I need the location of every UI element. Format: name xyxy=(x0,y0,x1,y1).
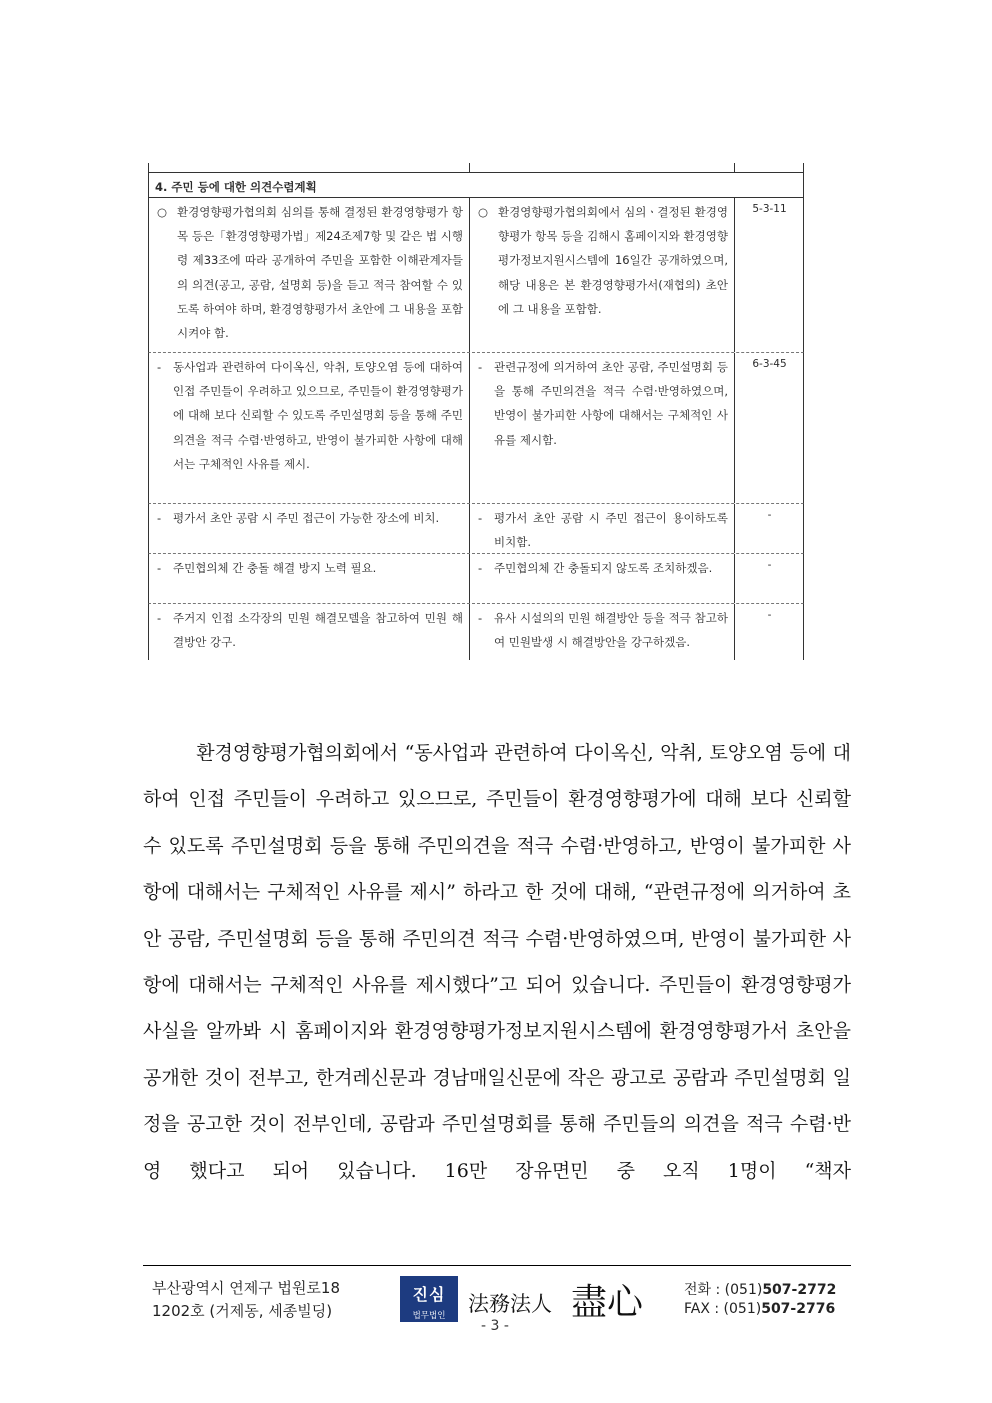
fax-number: 507-2776 xyxy=(761,1301,836,1317)
table-row xyxy=(148,604,804,660)
response-text: 주민협의체 간 충돌되지 않도록 조치하겠음. xyxy=(494,561,713,575)
body-paragraph: 환경영향평가협의회에서 “동사업과 관련하여 다이옥신, 악취, 토양오염 등에 대하여 인접 주민들이 우려하고 있으므로, 주민들이 환경영향평가에 대해 보다 신뢰할 수 있도록 주민설명회 등을 통해 주민의견을 적극 수렴·반영하고, 반영이 불가피한 사항에 대해서는 구체적인 사유를 제시” 하라고 한 것에 대해, “관련규정에 의거하여 초안 공람, 주민설명회 등을 통해 주민의견 적극 수렴·반영하였으며, 반영이 불가피한 사항에 대해서는 구체적인 사유를 제시했다”고 되어 있습니다. 주민들이 환경영향평가 사실을 알까봐 시 홈페이지와 환경영향평가정보지원시스템에 환경영향평가서 초안을 공개한 것이 전부고, 한겨레신문과 경남매일신문에 작은 광고로 공람과 주민설명회 일정을 공고한 것이 전부인데, 공람과 주민설명회를 통해 주민들의 의견을 적극 수렴·반영 했다고 되어 있습니다. 16만 장유면민 중 오직 1명이 “책자 xyxy=(143,742,851,1182)
dash-bullet: - xyxy=(478,611,483,625)
review-comment-cell xyxy=(149,554,470,603)
address-line-2: 1202호 (거제동, 세종빌딩) xyxy=(152,1302,333,1320)
response-text: 환경영향평가협의회에서 심의ㆍ결정된 환경영향평가 항목 등을 김해시 홈페이지와 환경영향평가정보지원시스템에 16일간 공개하였으며, 해당 내용은 본 환경영향평가서(재협의) 초안에 그 내용을 포함함. xyxy=(498,205,728,316)
fax xyxy=(684,1301,835,1317)
dash-bullet: - xyxy=(157,611,162,625)
dash-bullet: - xyxy=(478,561,483,575)
body-text xyxy=(143,730,851,1194)
phone-label: 전화 : (051) xyxy=(684,1282,763,1298)
firm-name: 法務法人 xyxy=(468,1292,552,1316)
response-text: 유사 시설의의 민원 해결방안 등을 적극 참고하여 민원발생 시 해결방안을 강구하겠음. xyxy=(494,611,728,650)
response-text: 평가서 초안 공람 시 주민 접근이 용이하도록 비치함. xyxy=(494,511,728,550)
logo-subtext: 법무법인 xyxy=(412,1311,446,1321)
table-row xyxy=(148,504,804,554)
address-line-1: 부산광역시 연제구 법원로18 xyxy=(152,1279,341,1297)
review-comment-text: 주거지 인접 소각장의 민원 해결모델을 참고하여 민원 해결방안 강구. xyxy=(173,611,463,650)
review-comment-text: 주민협의체 간 충돌 해결 방지 노력 필요. xyxy=(173,561,377,575)
firm-logo xyxy=(400,1276,458,1322)
table-row xyxy=(148,198,804,353)
response-cell xyxy=(470,504,735,553)
review-comment-cell xyxy=(149,353,470,503)
page-number: - 3 - xyxy=(481,1318,509,1334)
circle-bullet: ○ xyxy=(478,205,489,219)
review-comment-text: 평가서 초안 공람 시 주민 접근이 가능한 장소에 비치. xyxy=(173,511,440,525)
review-comment-cell xyxy=(149,504,470,553)
page-ref: 6-3-45 xyxy=(752,358,787,370)
response-cell xyxy=(470,554,735,603)
dash-bullet: - xyxy=(157,561,162,575)
fax-label: FAX : (051) xyxy=(684,1301,762,1317)
review-comment-cell xyxy=(149,604,470,660)
firm-name-calligraphy: 盡心 xyxy=(571,1282,644,1323)
page-ref: - xyxy=(767,609,772,621)
review-comment-text: 환경영향평가협의회 심의를 통해 결정된 환경영향평가 항목 등은「환경영향평가법」제24조제7항 및 같은 법 시행령 제33조에 따라 공개하여 주민을 포함한 이해관계자들의 의견(공고, 공람, 설명회 등)을 듣고 적극 참여할 수 있도록 하여야 하며, 환경영향평가서 초안에 그 내용을 포함시켜야 함. xyxy=(177,205,463,341)
response-cell xyxy=(470,198,735,352)
phone-number: 507-2772 xyxy=(762,1282,837,1298)
page-ref: 5-3-11 xyxy=(752,203,787,215)
table-section-title: 4. 주민 등에 대한 의견수렴계획 xyxy=(148,172,804,198)
dash-bullet: - xyxy=(157,360,162,374)
table-row xyxy=(148,554,804,604)
review-comment-text: 동사업과 관련하여 다이옥신, 악취, 토양오염 등에 대하여 인접 주민들이 우려하고 있으므로, 주민들이 환경영향평가에 대해 보다 신뢰할 수 있도록 주민설명회 등을 통해 주민의견을 적극 수렴·반영하고, 반영이 불가피한 사항에 대해서는 구체적인 사유를 제시. xyxy=(173,360,463,471)
table-row xyxy=(148,353,804,504)
footer-divider xyxy=(143,1265,851,1266)
dash-bullet: - xyxy=(478,511,483,525)
response-cell xyxy=(470,604,735,660)
logo-text: 진심 xyxy=(412,1285,446,1304)
response-cell xyxy=(470,353,735,503)
page-ref: - xyxy=(767,509,772,521)
page-ref: - xyxy=(767,559,772,571)
circle-bullet: ○ xyxy=(157,205,168,219)
opinion-table xyxy=(148,163,804,669)
phone xyxy=(684,1279,836,1299)
response-text: 관련규정에 의거하여 초안 공람, 주민설명회 등을 통해 주민의견을 적극 수렴·반영하였으며, 반영이 불가피한 사항에 대해서는 구체적인 사유를 제시함. xyxy=(494,360,728,447)
review-comment-cell xyxy=(149,198,470,352)
dash-bullet: - xyxy=(157,511,162,525)
dash-bullet: - xyxy=(478,360,483,374)
